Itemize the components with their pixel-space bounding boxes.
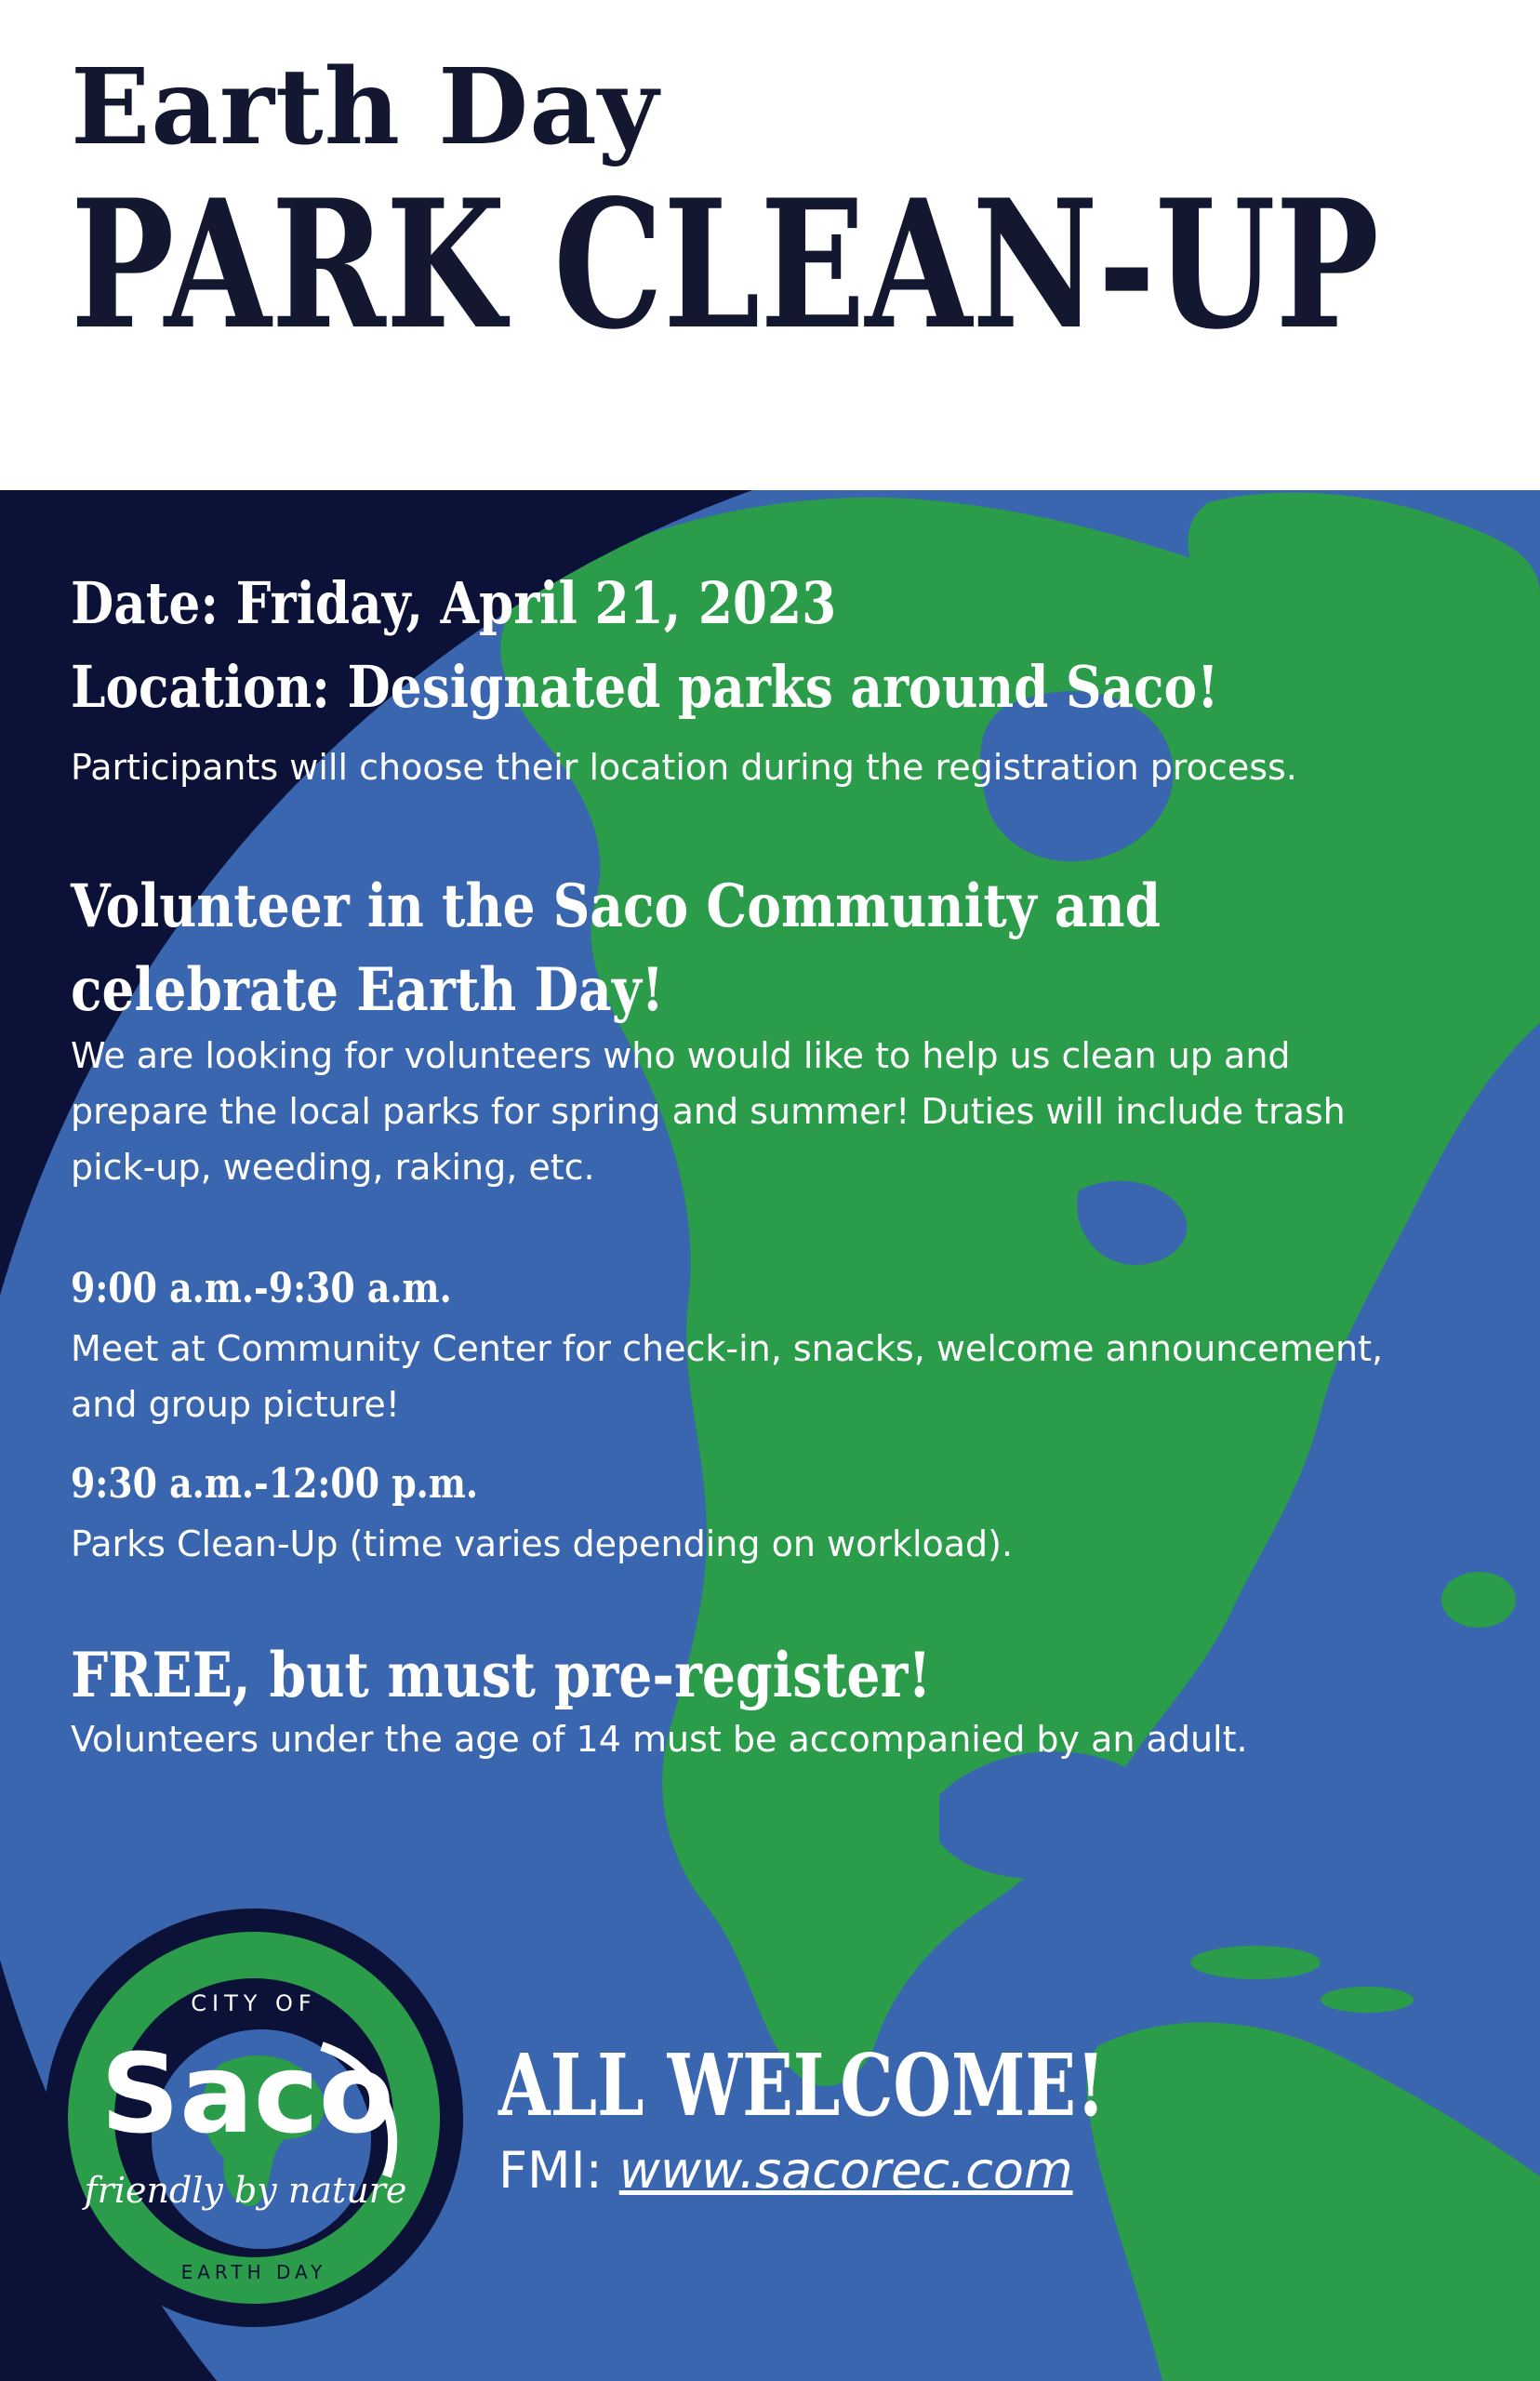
volunteer-body-line1: We are looking for volunteers who would like to help us clean up and (71, 1035, 1291, 1076)
volunteer-heading (71, 865, 1161, 1032)
caribbean-islands (1190, 1946, 1321, 1979)
volunteer-body-line3: pick-up, weeding, raking, etc. (71, 1147, 595, 1188)
all-welcome: ALL WELCOME! (498, 2035, 1106, 2135)
registration-note: Volunteers under the age of 14 must be accompanied by an adult. (71, 1719, 1248, 1760)
caribbean-islands-east (1321, 1987, 1414, 2013)
logo-saco: Saco (100, 2029, 394, 2158)
volunteer-heading-line1: Volunteer in the Saco Community and (71, 871, 1162, 941)
event-date: Date: Friday, April 21, 2023 (71, 569, 837, 637)
schedule-desc-2-line1: Parks Clean-Up (time varies depending on workload). (71, 1523, 1014, 1564)
title-park-clean-up: PARK CLEAN-UP (71, 161, 1379, 368)
fmi-line (498, 2141, 1073, 2200)
website-link[interactable]: www.sacorec.com (618, 2141, 1073, 2200)
atlantic-island (1441, 1572, 1516, 1628)
logo-tagline: friendly by nature (84, 2170, 407, 2211)
volunteer-heading-line2: celebrate Earth Day! (71, 955, 664, 1025)
event-location: Location: Designated parks around Saco! (71, 653, 1219, 721)
schedule-time-2: 9:30 a.m.-12:00 p.m. (71, 1460, 479, 1508)
fmi-label: FMI: (498, 2141, 603, 2200)
schedule-desc-1 (71, 1321, 1466, 1432)
schedule-desc-1-line2: and group picture! (71, 1384, 400, 1425)
registration-heading: FREE, but must pre-register! (71, 1639, 932, 1711)
logo-earth-day: EARTH DAY (180, 2261, 327, 2283)
schedule-desc-1-line1: Meet at Community Center for check-in, snacks, welcome announcement, (71, 1328, 1384, 1369)
location-note: Participants will choose their location during the registration process. (71, 747, 1297, 788)
logo-city-of: CITY OF (191, 1990, 317, 2016)
title-earth-day: Earth Day (71, 47, 659, 168)
volunteer-body (71, 1028, 1447, 1195)
volunteer-body-line2: prepare the local parks for spring and summer! Duties will include trash (71, 1091, 1346, 1132)
city-of-saco-logo (43, 1907, 465, 2329)
schedule-time-1: 9:00 a.m.-9:30 a.m. (71, 1265, 452, 1312)
schedule-desc-2 (71, 1516, 1013, 1572)
